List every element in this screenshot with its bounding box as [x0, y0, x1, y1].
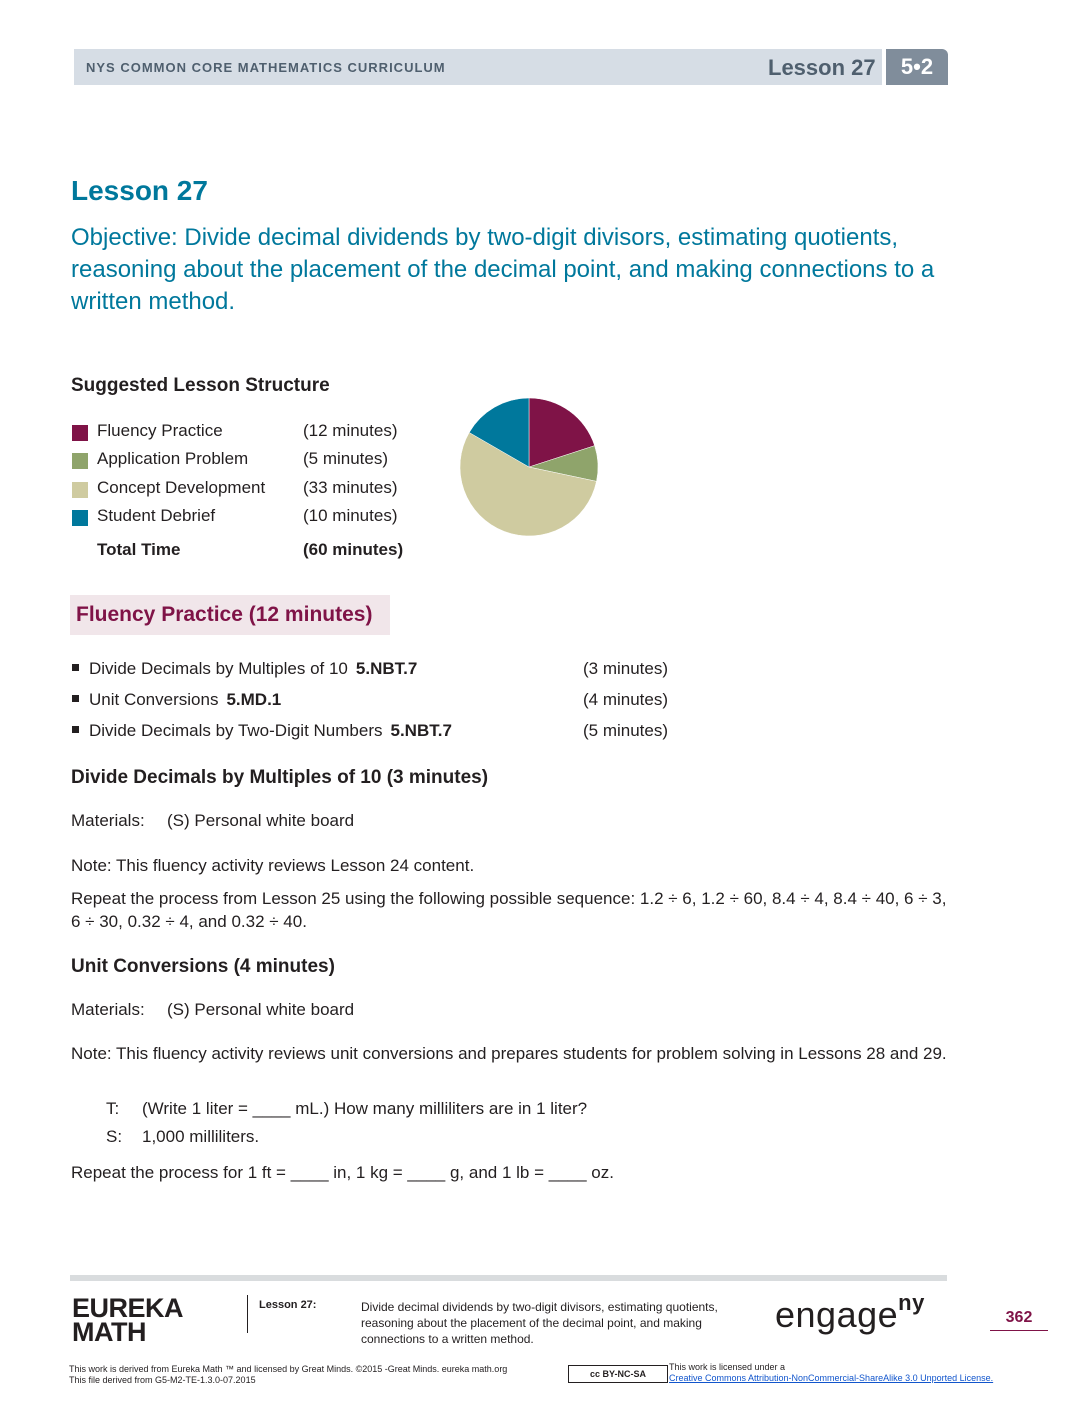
eureka-math-logo [72, 1293, 184, 1347]
license-line-1: This work is licensed under a [669, 1362, 786, 1372]
structure-item-minutes: (5 minutes) [303, 449, 389, 468]
legend-swatch [72, 482, 88, 498]
license-link[interactable]: Creative Commons Attribution-NonCommercial-ShareAlike 3.0 Unported License. [669, 1373, 994, 1383]
section-note: Note: This fluency activity reviews unit conversions and prepares students for problem solving in Lessons 28 and 29. [71, 1044, 947, 1063]
fluency-bullet-text: Divide Decimals by Multiples of 10 [89, 659, 348, 678]
section-body: Repeat the process from Lesson 25 using the following possible sequence: 1.2 ÷ 6, 1.2 ÷ 60, 8.4 ÷ 4, 8.4 ÷ 40, 6 ÷ 3, 6 ÷ 30, 0.32 ÷ 4, and 0.32 ÷ 40. [71, 889, 947, 931]
curriculum-name: NYS COMMON CORE MATHEMATICS CURRICULUM [86, 60, 446, 75]
license-text [669, 1362, 993, 1384]
materials-line [71, 809, 951, 832]
footer-separator [247, 1295, 248, 1333]
credit-text [69, 1364, 507, 1386]
legend-swatch [72, 425, 88, 441]
footer-lesson-label: Lesson 27: [259, 1299, 317, 1311]
section-heading-divide-decimals: Divide Decimals by Multiples of 10 (3 minutes) [71, 767, 489, 788]
engageny-logo [775, 1290, 925, 1336]
fluency-bullet-minutes: (5 minutes) [583, 721, 669, 740]
section-repeat: Repeat the process for 1 ft = ____ in, 1 kg = ____ g, and 1 lb = ____ oz. [71, 1163, 614, 1182]
logo-line-1: EUREKA [72, 1293, 184, 1323]
fluency-bullet-standard: 5.MD.1 [226, 690, 282, 709]
fluency-bullet [72, 690, 281, 710]
section-heading-unit-conversions: Unit Conversions (4 minutes) [71, 956, 335, 977]
lesson-title: Lesson 27 [71, 175, 208, 206]
legend-swatch [72, 510, 88, 526]
materials-value: (S) Personal white board [167, 1000, 355, 1019]
dialogue-speaker: S: [106, 1127, 123, 1146]
credit-line-2: This file derived from G5-M2-TE-1.3.0-07.2015 [69, 1375, 256, 1385]
fluency-bullet-minutes: (4 minutes) [583, 690, 669, 709]
grade-module-badge: 5•2 [886, 49, 948, 85]
dialogue-speaker: T: [106, 1099, 120, 1118]
page-number-underline [990, 1330, 1048, 1331]
legend-swatch [72, 453, 88, 469]
materials-label: Materials: [71, 1000, 145, 1019]
materials-label: Materials: [71, 811, 145, 830]
footer-description: Divide decimal dividends by two-digit divisors, estimating quotients, reasoning about the placement of the decimal point, and making connections to a written method. [361, 1300, 718, 1346]
fluency-bullet [72, 659, 417, 679]
fluency-bullet-text: Unit Conversions [89, 690, 219, 709]
materials-value: (S) Personal white board [167, 811, 355, 830]
lesson-objective: Objective: Divide decimal dividends by two-digit divisors, estimating quotients, reasoning about the placement of the decimal point, and making connections to a written method. [71, 224, 935, 315]
footer-divider [70, 1275, 947, 1281]
section-note: Note: This fluency activity reviews Lesson 24 content. [71, 856, 475, 875]
structure-item-minutes: (10 minutes) [303, 506, 398, 525]
logo-line-2: MATH [72, 1317, 146, 1347]
bullet-square-icon [72, 664, 79, 671]
total-time-minutes: (60 minutes) [303, 540, 404, 559]
total-time-label: Total Time [97, 540, 181, 559]
ny-text: ny [898, 1290, 925, 1315]
fluency-bullet-text: Divide Decimals by Two-Digit Numbers [89, 721, 383, 740]
bullet-square-icon [72, 726, 79, 733]
structure-heading: Suggested Lesson Structure [71, 375, 330, 396]
page-number: 362 [1005, 1309, 1033, 1326]
materials-line [71, 998, 951, 1021]
structure-item-name: Student Debrief [97, 506, 216, 525]
structure-item-name: Fluency Practice [97, 421, 223, 440]
credit-line-1: This work is derived from Eureka Math ™ and licensed by Great Minds. ©2015 -Great Minds. eureka math.org [69, 1364, 508, 1374]
structure-item-minutes: (12 minutes) [303, 421, 398, 440]
fluency-bullet [72, 721, 452, 741]
dialogue-text: (Write 1 liter = ____ mL.) How many milliliters are in 1 liter? [142, 1099, 588, 1118]
dialogue-text: 1,000 milliliters. [142, 1127, 260, 1146]
fluency-bullet-standard: 5.NBT.7 [355, 659, 418, 678]
fluency-bullet-standard: 5.NBT.7 [390, 721, 452, 740]
structure-item-name: Application Problem [97, 449, 249, 468]
header-lesson: Lesson 27 [768, 55, 876, 80]
structure-item-name: Concept Development [97, 478, 266, 497]
creative-commons-badge-icon: cc BY-NC-SA [568, 1365, 668, 1383]
fluency-bullet-minutes: (3 minutes) [583, 659, 669, 678]
structure-item-minutes: (33 minutes) [303, 478, 398, 497]
bullet-square-icon [72, 695, 79, 702]
engage-text: engage [775, 1294, 899, 1335]
lesson-structure-pie-chart [458, 396, 600, 538]
fluency-heading: Fluency Practice (12 minutes) [76, 603, 373, 626]
